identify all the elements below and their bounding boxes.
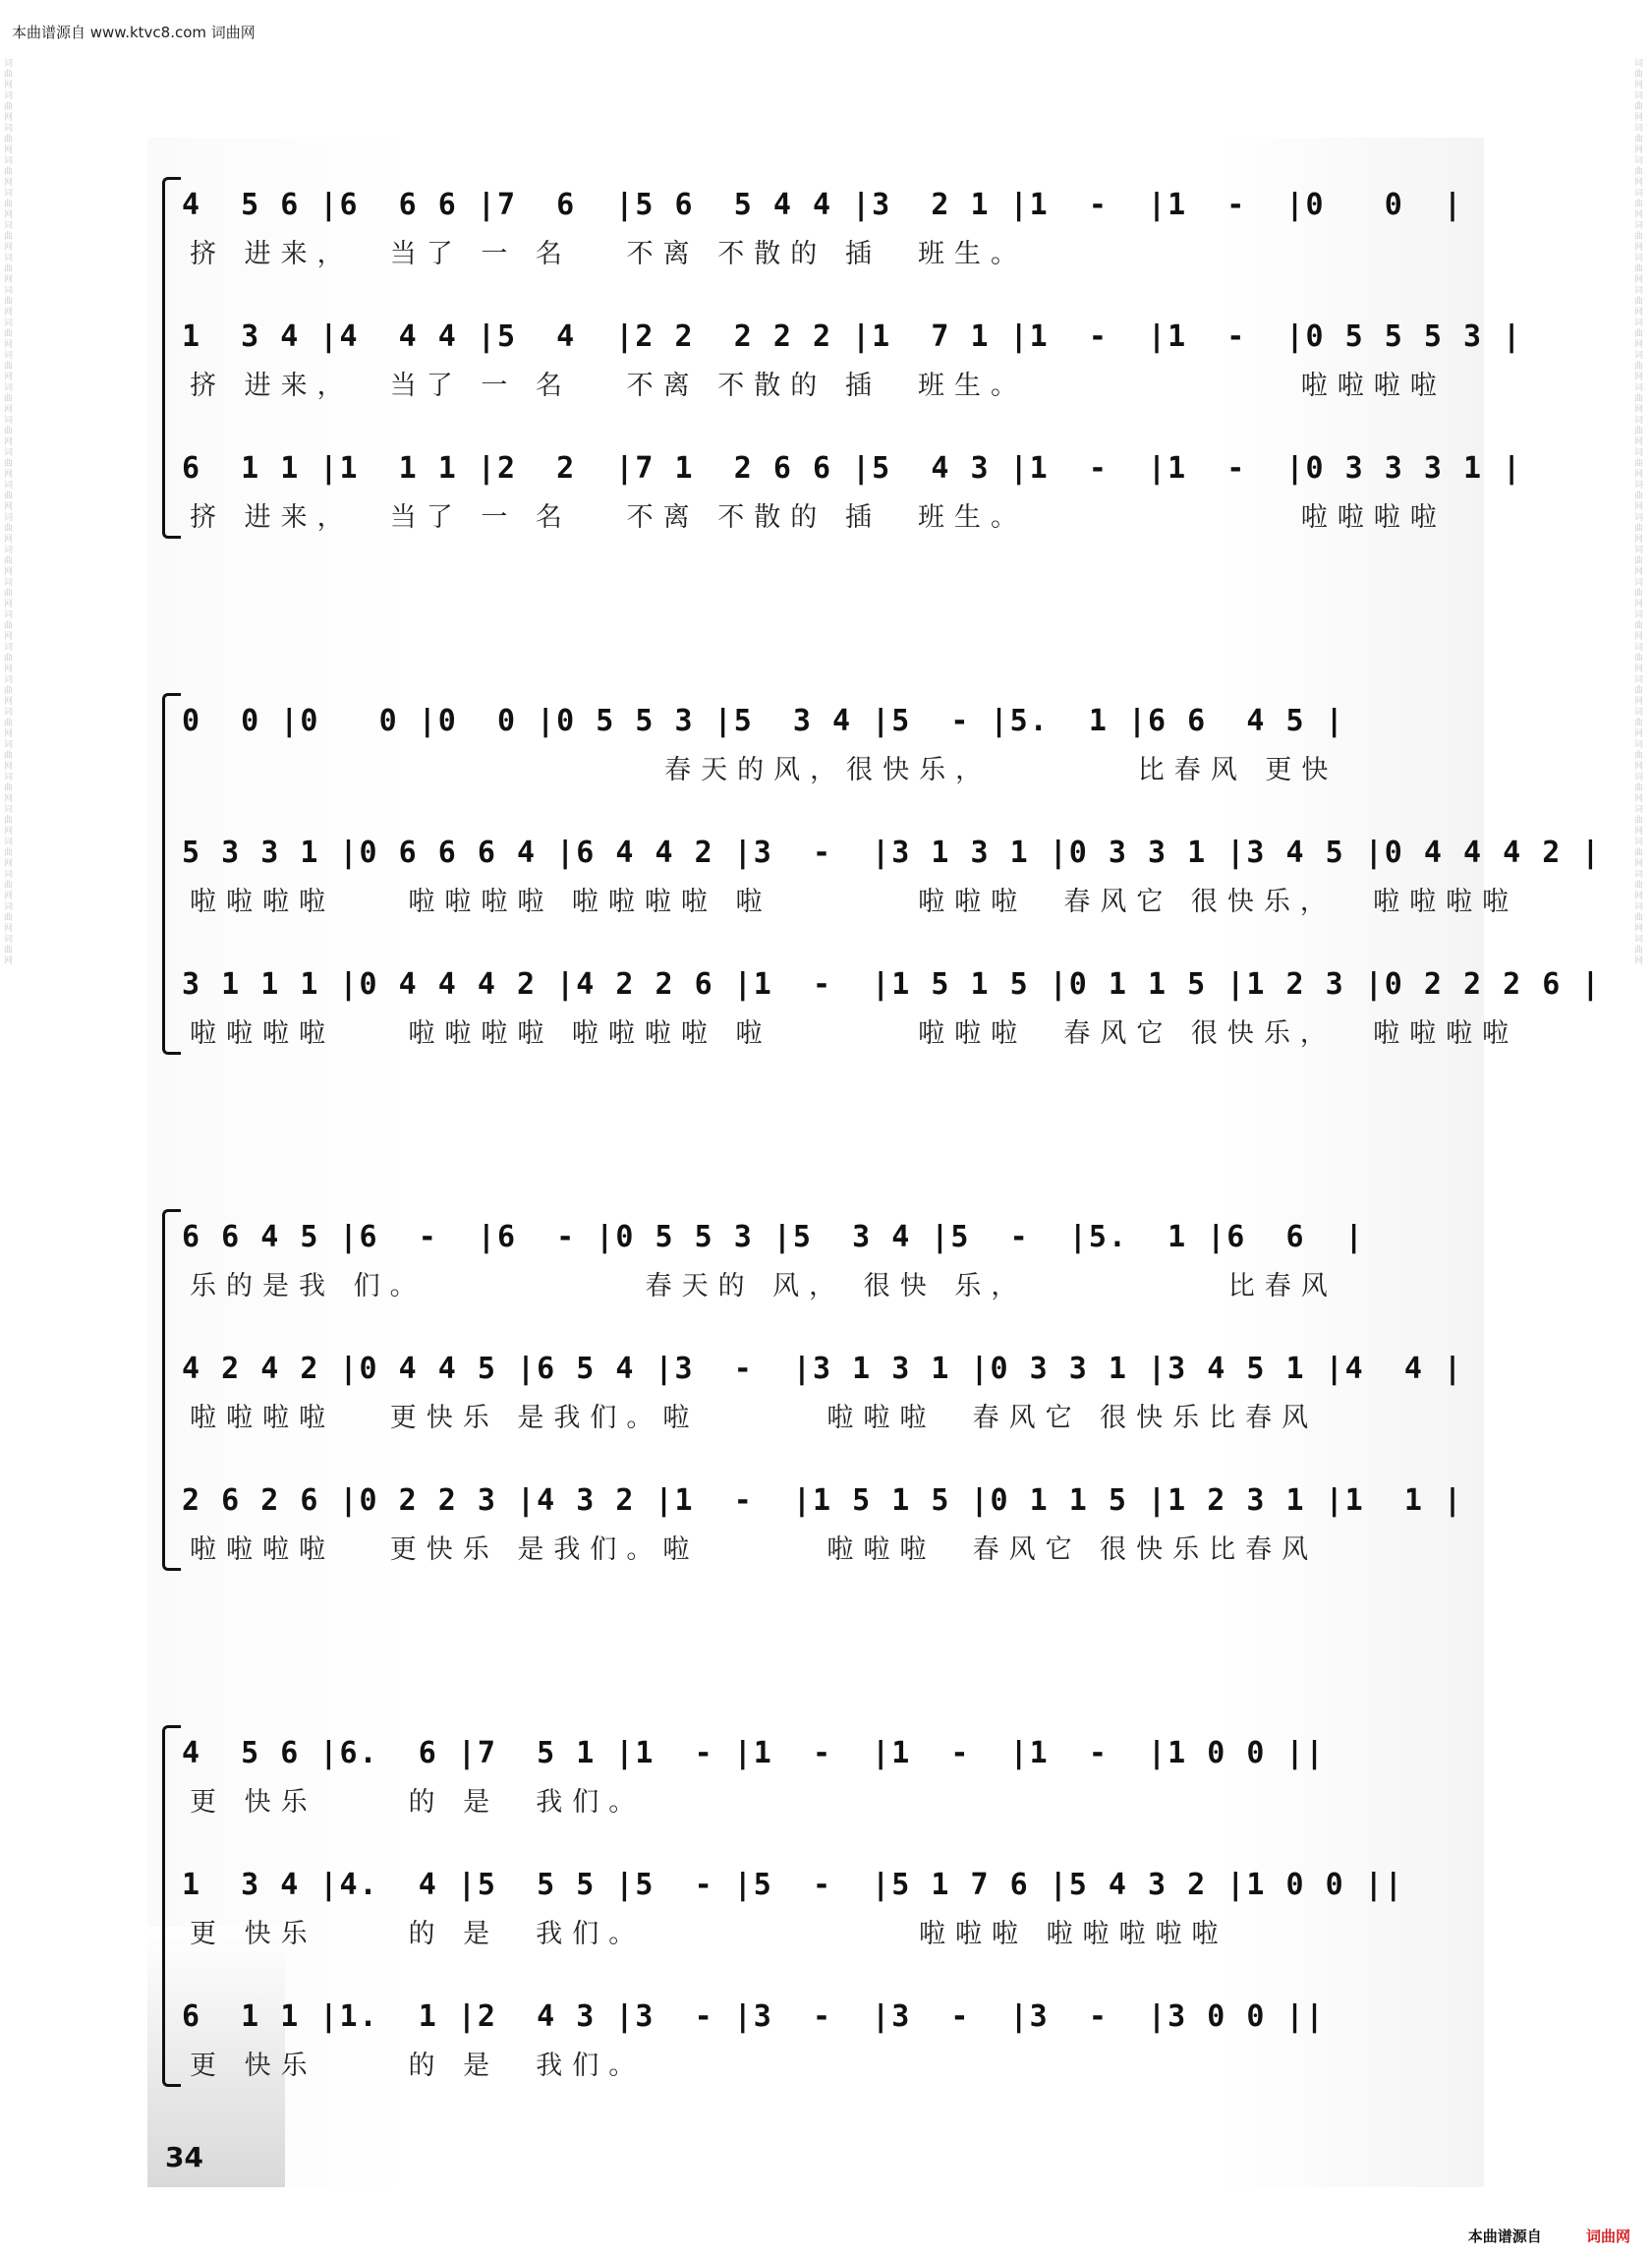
staff-lyrics: 挤 进来， 当了 一 名 不离 不散的 插 班生。 啦啦啦啦 xyxy=(190,371,1447,401)
staff-notes: 6 1 1 |1. 1 |2 4 3 |3 - |3 - |3 - |3 - |3 0 0 || xyxy=(182,1998,1326,2034)
header-source: 本曲谱源自 www.ktvc8.com 词曲网 xyxy=(12,24,256,41)
staff-lyrics: 挤 进来， 当了 一 名 不离 不散的 插 班生。 xyxy=(190,239,1027,269)
voice-staff xyxy=(182,309,1523,403)
staff-lyrics: 啦啦啦啦 更快乐 是我们。啦 啦啦啦 春风它 很快乐比春风 xyxy=(190,1403,1319,1433)
voice-staff xyxy=(182,440,1523,535)
voice-staff xyxy=(182,1473,1499,1567)
system-bracket xyxy=(162,693,181,1055)
staff-notes: 0 0 |0 0 |0 0 |0 5 5 3 |5 3 4 |5 - |5. 1 |6 6 4 5 | xyxy=(182,703,1345,738)
voice-staff xyxy=(182,693,1499,787)
staff-notes: 1 3 4 |4 4 4 |5 4 |2 2 2 2 2 |1 7 1 |1 - |1 - |0 5 5 5 3 | xyxy=(182,318,1523,354)
page-number: 34 xyxy=(165,2141,203,2173)
voice-staff xyxy=(182,1341,1499,1435)
staff-lyrics: 春天的风，很快乐， 比春风 更快 xyxy=(190,755,1339,785)
voice-staff xyxy=(182,956,1602,1051)
voice-staff xyxy=(182,177,1499,271)
staff-notes: 5 3 3 1 |0 6 6 6 4 |6 4 4 2 |3 - |3 1 3 1 |0 3 3 1 |3 4 5 |0 4 4 4 2 | xyxy=(182,835,1602,870)
staff-notes: 3 1 1 1 |0 4 4 4 2 |4 2 2 6 |1 - |1 5 1 5 |0 1 1 5 |1 2 3 |0 2 2 2 6 | xyxy=(182,966,1602,1002)
staff-notes: 4 2 4 2 |0 4 4 5 |6 5 4 |3 - |3 1 3 1 |0 3 3 1 |3 4 5 1 |4 4 | xyxy=(182,1351,1463,1386)
staff-lyrics: 啦啦啦啦 更快乐 是我们。啦 啦啦啦 春风它 很快乐比春风 xyxy=(190,1534,1319,1565)
staff-lyrics: 更 快乐 的 是 我们。 啦啦啦 啦啦啦啦啦 xyxy=(190,1919,1228,1949)
staff-lyrics: 啦啦啦啦 啦啦啦啦 啦啦啦啦 啦 啦啦啦 春风它 很快乐， 啦啦啦啦 xyxy=(190,887,1519,917)
staff-notes: 6 1 1 |1 1 1 |2 2 |7 1 2 6 6 |5 4 3 |1 - |1 - |0 3 3 3 1 | xyxy=(182,450,1523,486)
staff-notes: 6 6 4 5 |6 - |6 - |0 5 5 3 |5 3 4 |5 - |5. 1 |6 6 | xyxy=(182,1219,1365,1254)
system-bracket xyxy=(162,1209,181,1571)
staff-notes: 4 5 6 |6. 6 |7 5 1 |1 - |1 - |1 - |1 - |1 0 0 || xyxy=(182,1735,1326,1770)
system-bracket xyxy=(162,177,181,539)
voice-staff xyxy=(182,1209,1499,1303)
staff-lyrics: 挤 进来， 当了 一 名 不离 不散的 插 班生。 啦啦啦啦 xyxy=(190,502,1447,533)
footer-source: 本曲谱源自 xyxy=(1467,2227,1542,2245)
staff-notes: 2 6 2 6 |0 2 2 3 |4 3 2 |1 - |1 5 1 5 |0 1 1 5 |1 2 3 1 |1 1 | xyxy=(182,1482,1463,1518)
voice-staff xyxy=(182,1725,1499,1820)
footer-site-logo[interactable]: 词曲网 xyxy=(1585,2227,1630,2245)
voice-staff xyxy=(182,825,1602,919)
staff-lyrics: 啦啦啦啦 啦啦啦啦 啦啦啦啦 啦 啦啦啦 春风它 很快乐， 啦啦啦啦 xyxy=(190,1018,1519,1049)
voice-staff xyxy=(182,1989,1499,2083)
footer xyxy=(1468,2226,1630,2246)
staff-lyrics: 更 快乐 的 是 我们。 xyxy=(190,2051,646,2081)
staff-lyrics: 乐的是我 们。 春天的 风， 很快 乐， 比春风 xyxy=(190,1271,1338,1302)
voice-staff xyxy=(182,1857,1499,1951)
staff-lyrics: 更 快乐 的 是 我们。 xyxy=(190,1787,646,1818)
staff-notes: 4 5 6 |6 6 6 |7 6 |5 6 5 4 4 |3 2 1 |1 - |1 - |0 0 | xyxy=(182,187,1463,222)
side-watermark-right: 词曲网词曲网词曲网词曲网词曲网词曲网词曲网词曲网词曲网词曲网词曲网词曲网词曲网词曲网词曲网词曲网词曲网词曲网词曲网词曲网词曲网词曲网词曲网词曲网词曲网词曲网词曲网词曲网 xyxy=(1634,59,1644,966)
system-bracket xyxy=(162,1725,181,2087)
staff-notes: 1 3 4 |4. 4 |5 5 5 |5 - |5 - |5 1 7 6 |5 4 3 2 |1 0 0 || xyxy=(182,1867,1404,1902)
side-watermark-left: 词曲网词曲网词曲网词曲网词曲网词曲网词曲网词曲网词曲网词曲网词曲网词曲网词曲网词曲网词曲网词曲网词曲网词曲网词曲网词曲网词曲网词曲网词曲网词曲网词曲网词曲网词曲网词曲网 xyxy=(4,59,14,966)
